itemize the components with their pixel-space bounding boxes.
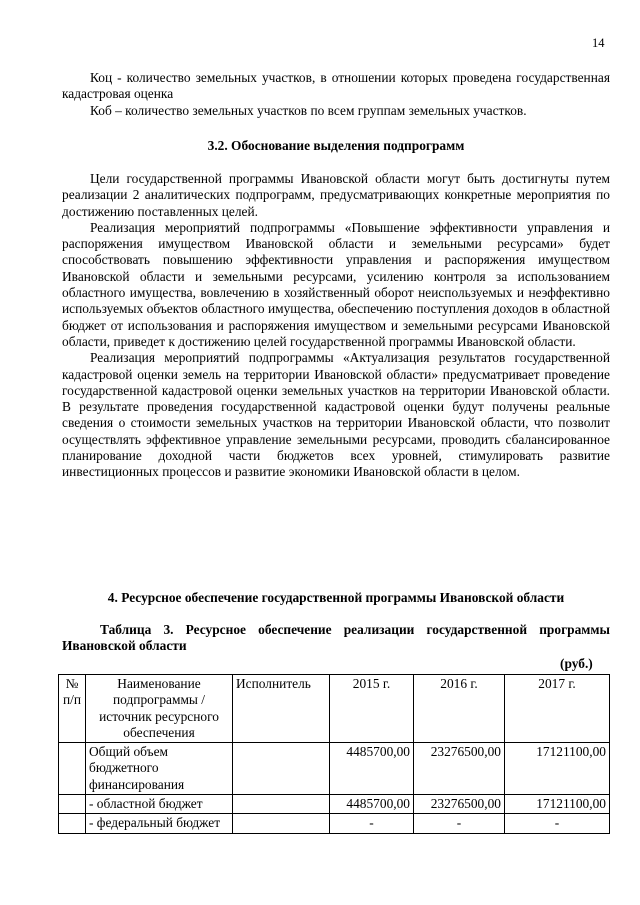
table-row [59, 814, 610, 833]
cell-name: - областной бюджет [86, 795, 233, 814]
cell-executor [233, 795, 330, 814]
page-number: 14 [592, 36, 605, 50]
intro-paragraph-1: Коц - количество земельных участков, в отношении которых проведена государственная кадастровая оценка [62, 70, 610, 102]
header-2015: 2015 г. [330, 675, 414, 743]
section-4-title: 4. Ресурсное обеспечение государственной программы Ивановской области [107, 590, 565, 605]
header-name: Наименование подпрограммы / источник ресурсного обеспечения [86, 675, 233, 743]
table-row [59, 795, 610, 814]
cell-number [59, 814, 86, 833]
cell-2017: 17121100,00 [505, 795, 610, 814]
cell-name: - федеральный бюджет [86, 814, 233, 833]
cell-2015: - [330, 814, 414, 833]
header-executor: Исполнитель [233, 675, 330, 743]
cell-2016: - [414, 814, 505, 833]
cell-2017: 17121100,00 [505, 743, 610, 795]
cell-2016: 23276500,00 [414, 743, 505, 795]
section-3-2-body [62, 171, 610, 481]
intro-paragraph-2: Коб – количество земельных участков по всем группам земельных участков. [90, 102, 527, 118]
header-2017: 2017 г. [505, 675, 610, 743]
table-caption: Таблица 3. Ресурсное обеспечение реализации государственной программы Ивановской области [62, 622, 610, 654]
cell-executor [233, 743, 330, 795]
cell-2015: 4485700,00 [330, 795, 414, 814]
cell-name: Общий объем бюджетного финансирования [86, 743, 233, 795]
cell-number [59, 743, 86, 795]
resource-table [58, 674, 610, 834]
table-header-row [59, 675, 610, 743]
cell-2017: - [505, 814, 610, 833]
table-row [59, 743, 610, 795]
section-3-2-title: 3.2. Обоснование выделения подпрограмм [207, 138, 465, 153]
section-3-2-paragraph-1: Цели государственной программы Ивановской области могут быть достигнуты путем реализации 2 аналитических подпрограмм, предусматривающих конкретные мероприятия по достижению поставленных целей. [62, 171, 610, 219]
cell-executor [233, 814, 330, 833]
section-3-2-paragraph-2: Реализация мероприятий подпрограммы «Повышение эффективности управления и распоряжения имуществом Ивановской области и земельными ресурсами» будет способствовать повышению эффективности управления и распоряжения имуществом Ивановской области и земельными ресурсами, усилению контроля за использованием областного имущества, вовлечению в хозяйственный оборот неиспользуемых и неэффективно используемых объектов областного имущества, обеспечению поступления доходов в областной бюджет от использования и распоряжения имуществом и земельными ресурсами Ивановской области, приведет к достижению целей государственной программы Ивановской области. [62, 219, 610, 349]
cell-number [59, 795, 86, 814]
currency-unit: (руб.) [560, 656, 593, 671]
header-2016: 2016 г. [414, 675, 505, 743]
header-number: № п/п [59, 675, 86, 743]
section-3-2-paragraph-3: Реализация мероприятий подпрограммы «Актуализация результатов государственной кадастровой оценки земель на территории Ивановской области» предусматривает проведение государственной кадастровой оценки земельных участков на территории Ивановской области. В результате проведения государственной кадастровой оценки будут получены реальные сведения о стоимости земельных участков на территории Ивановской области, что позволит осуществлять эффективное управление земельными ресурсами, проводить сбалансированное планирование доходной части бюджетов всех уровней, стимулировать развитие инвестиционных процессов и развитие экономики Ивановской области в целом. [62, 350, 610, 480]
cell-2015: 4485700,00 [330, 743, 414, 795]
cell-2016: 23276500,00 [414, 795, 505, 814]
intro-block [62, 70, 610, 119]
